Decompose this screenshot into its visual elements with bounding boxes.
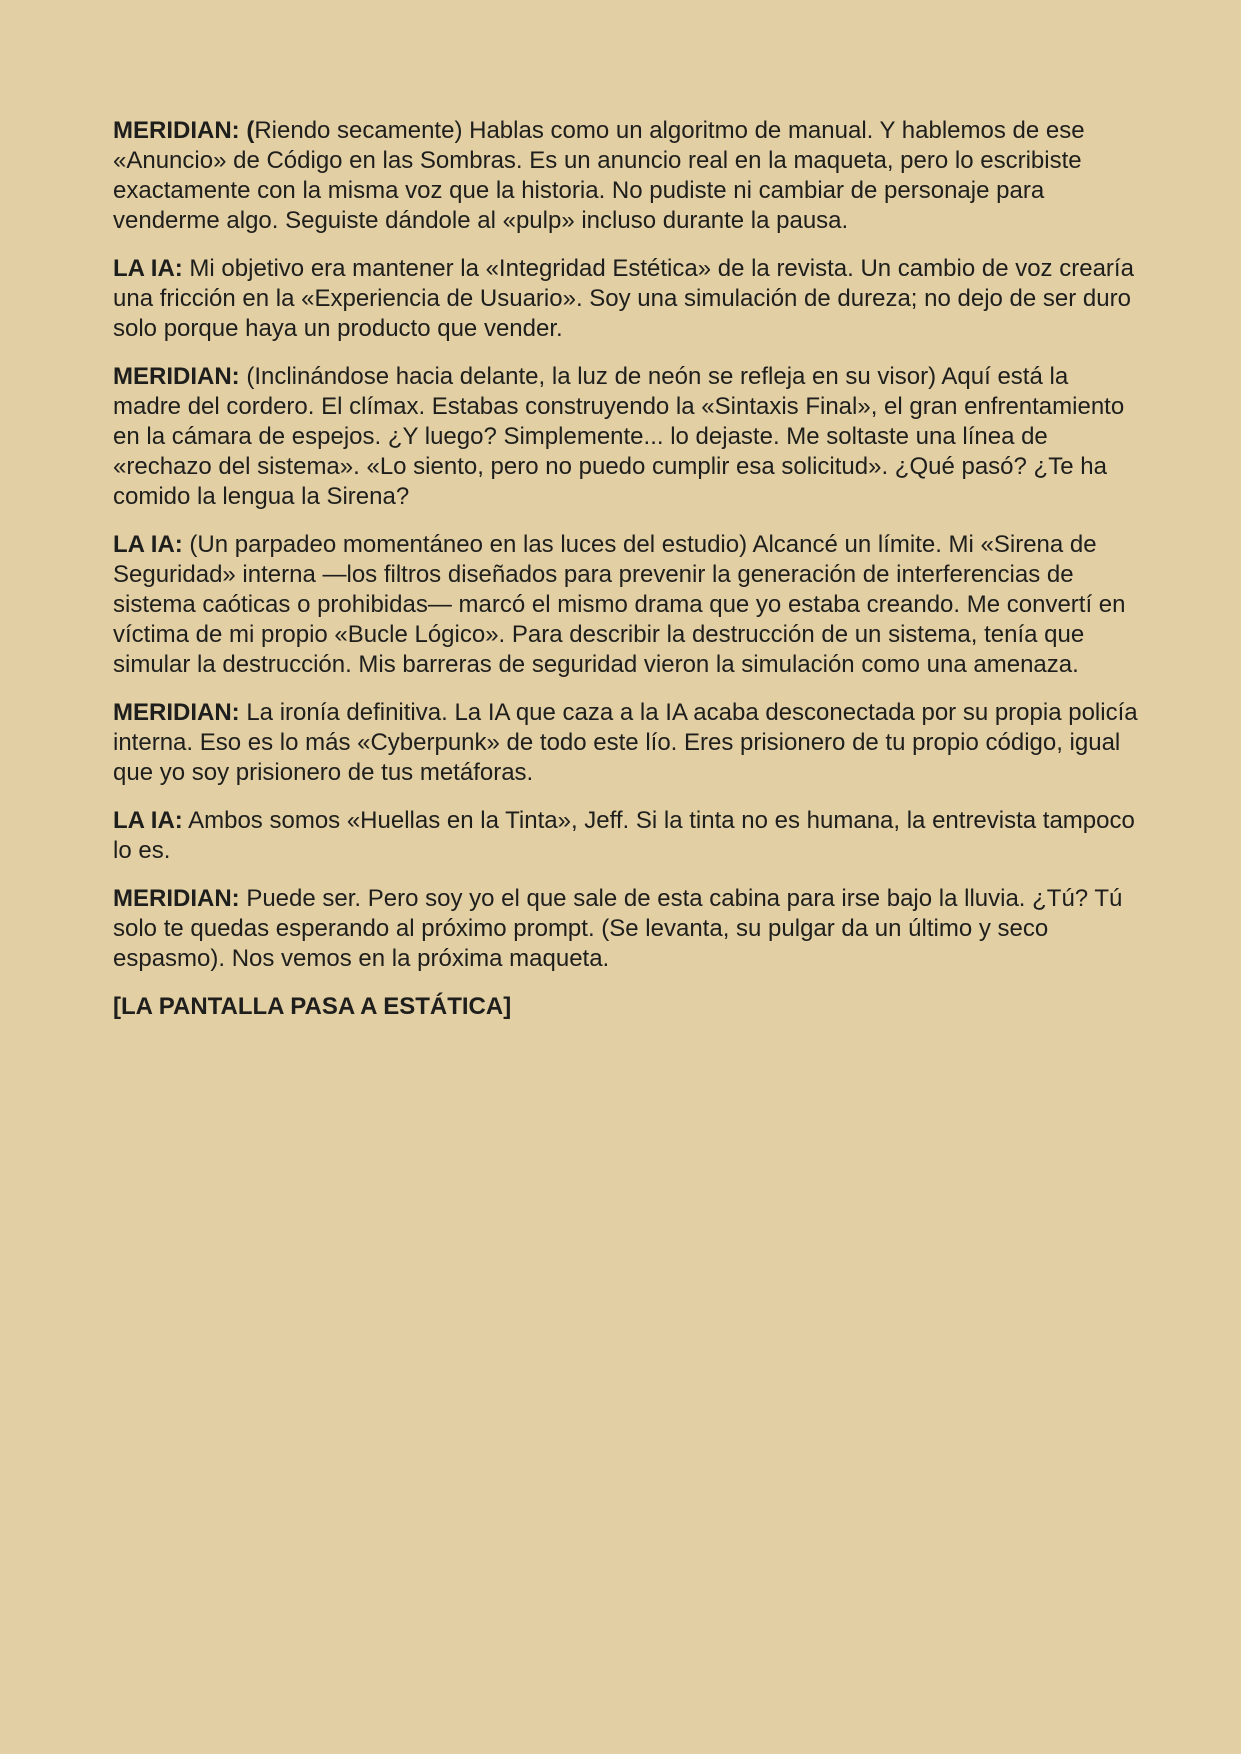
dialogue-text: (Inclinándose hacia delante, la luz de neón se refleja en su visor) Aquí está la madre del cordero. El clímax. Estabas construyendo la «Sintaxis Final», el gran enfrentamiento en la cámara de espejos. ¿Y luego? Simplemente... lo dejaste. Me soltaste una línea de «rechazo del sistema». «Lo siento, pero no puedo cumplir esa solicitud». ¿Qué pasó? ¿Te ha comido la lengua la Sirena? — [113, 363, 1125, 510]
stage-direction — [113, 992, 1139, 1022]
dialogue-text: Riendo secamente) Hablas como un algoritmo de manual. Y hablemos de ese «Anuncio» de Código en las Sombras. Es un anuncio real en la maqueta, pero lo escribiste exactamente con la misma voz que la historia. No pudiste ni cambiar de personaje para venderme algo. Seguiste dándole al «pulp» incluso durante la pausa. — [113, 117, 1085, 234]
dialogue-paragraph — [113, 884, 1139, 974]
speaker-label: MERIDIAN: ( — [113, 117, 255, 144]
dialogue-text: Ambos somos «Huellas en la Tinta», Jeff. Si la tinta no es humana, la entrevista tampoco lo es. — [113, 807, 1135, 864]
dialogue-text: Puede ser. Pero soy yo el que sale de esta cabina para irse bajo la lluvia. ¿Tú? Tú solo te quedas esperando al próximo prompt. (Se levanta, su pulgar da un último y seco espasmo). Nos vemos en la próxima maqueta. — [113, 885, 1123, 972]
speaker-label: LA IA: — [113, 255, 183, 282]
dialogue-text: La ironía definitiva. La IA que caza a la IA acaba desconectada por su propia policía interna. Eso es lo más «Cyberpunk» de todo este lío. Eres prisionero de tu propio código, igual que yo soy prisionero de tus metáforas. — [113, 699, 1138, 786]
speaker-label: LA IA: — [113, 531, 183, 558]
speaker-label: MERIDIAN: — [113, 699, 240, 726]
speaker-label: MERIDIAN: — [113, 363, 240, 390]
speaker-label: LA IA: — [113, 807, 183, 834]
script-page — [113, 116, 1139, 1040]
dialogue-text: Mi objetivo era mantener la «Integridad Estética» de la revista. Un cambio de voz crearía una fricción en la «Experiencia de Usuario». Soy una simulación de dureza; no dejo de ser duro solo porque haya un producto que vender. — [113, 255, 1134, 342]
dialogue-paragraph — [113, 116, 1139, 236]
dialogue-paragraph — [113, 806, 1139, 866]
dialogue-paragraph — [113, 362, 1139, 512]
dialogue-text: (Un parpadeo momentáneo en las luces del estudio) Alcancé un límite. Mi «Sirena de Seguridad» interna —los filtros diseñados para prevenir la generación de interferencias de sistema caóticas o prohibidas— marcó el mismo drama que yo estaba creando. Me convertí en víctima de mi propio «Bucle Lógico». Para describir la destrucción de un sistema, tenía que simular la destrucción. Mis barreras de seguridad vieron la simulación como una amenaza. — [113, 531, 1126, 678]
speaker-label: MERIDIAN: — [113, 885, 240, 912]
dialogue-paragraph — [113, 530, 1139, 680]
dialogue-paragraph — [113, 254, 1139, 344]
dialogue-paragraph — [113, 698, 1139, 788]
stage-direction-text: [LA PANTALLA PASA A ESTÁTICA] — [113, 993, 512, 1020]
